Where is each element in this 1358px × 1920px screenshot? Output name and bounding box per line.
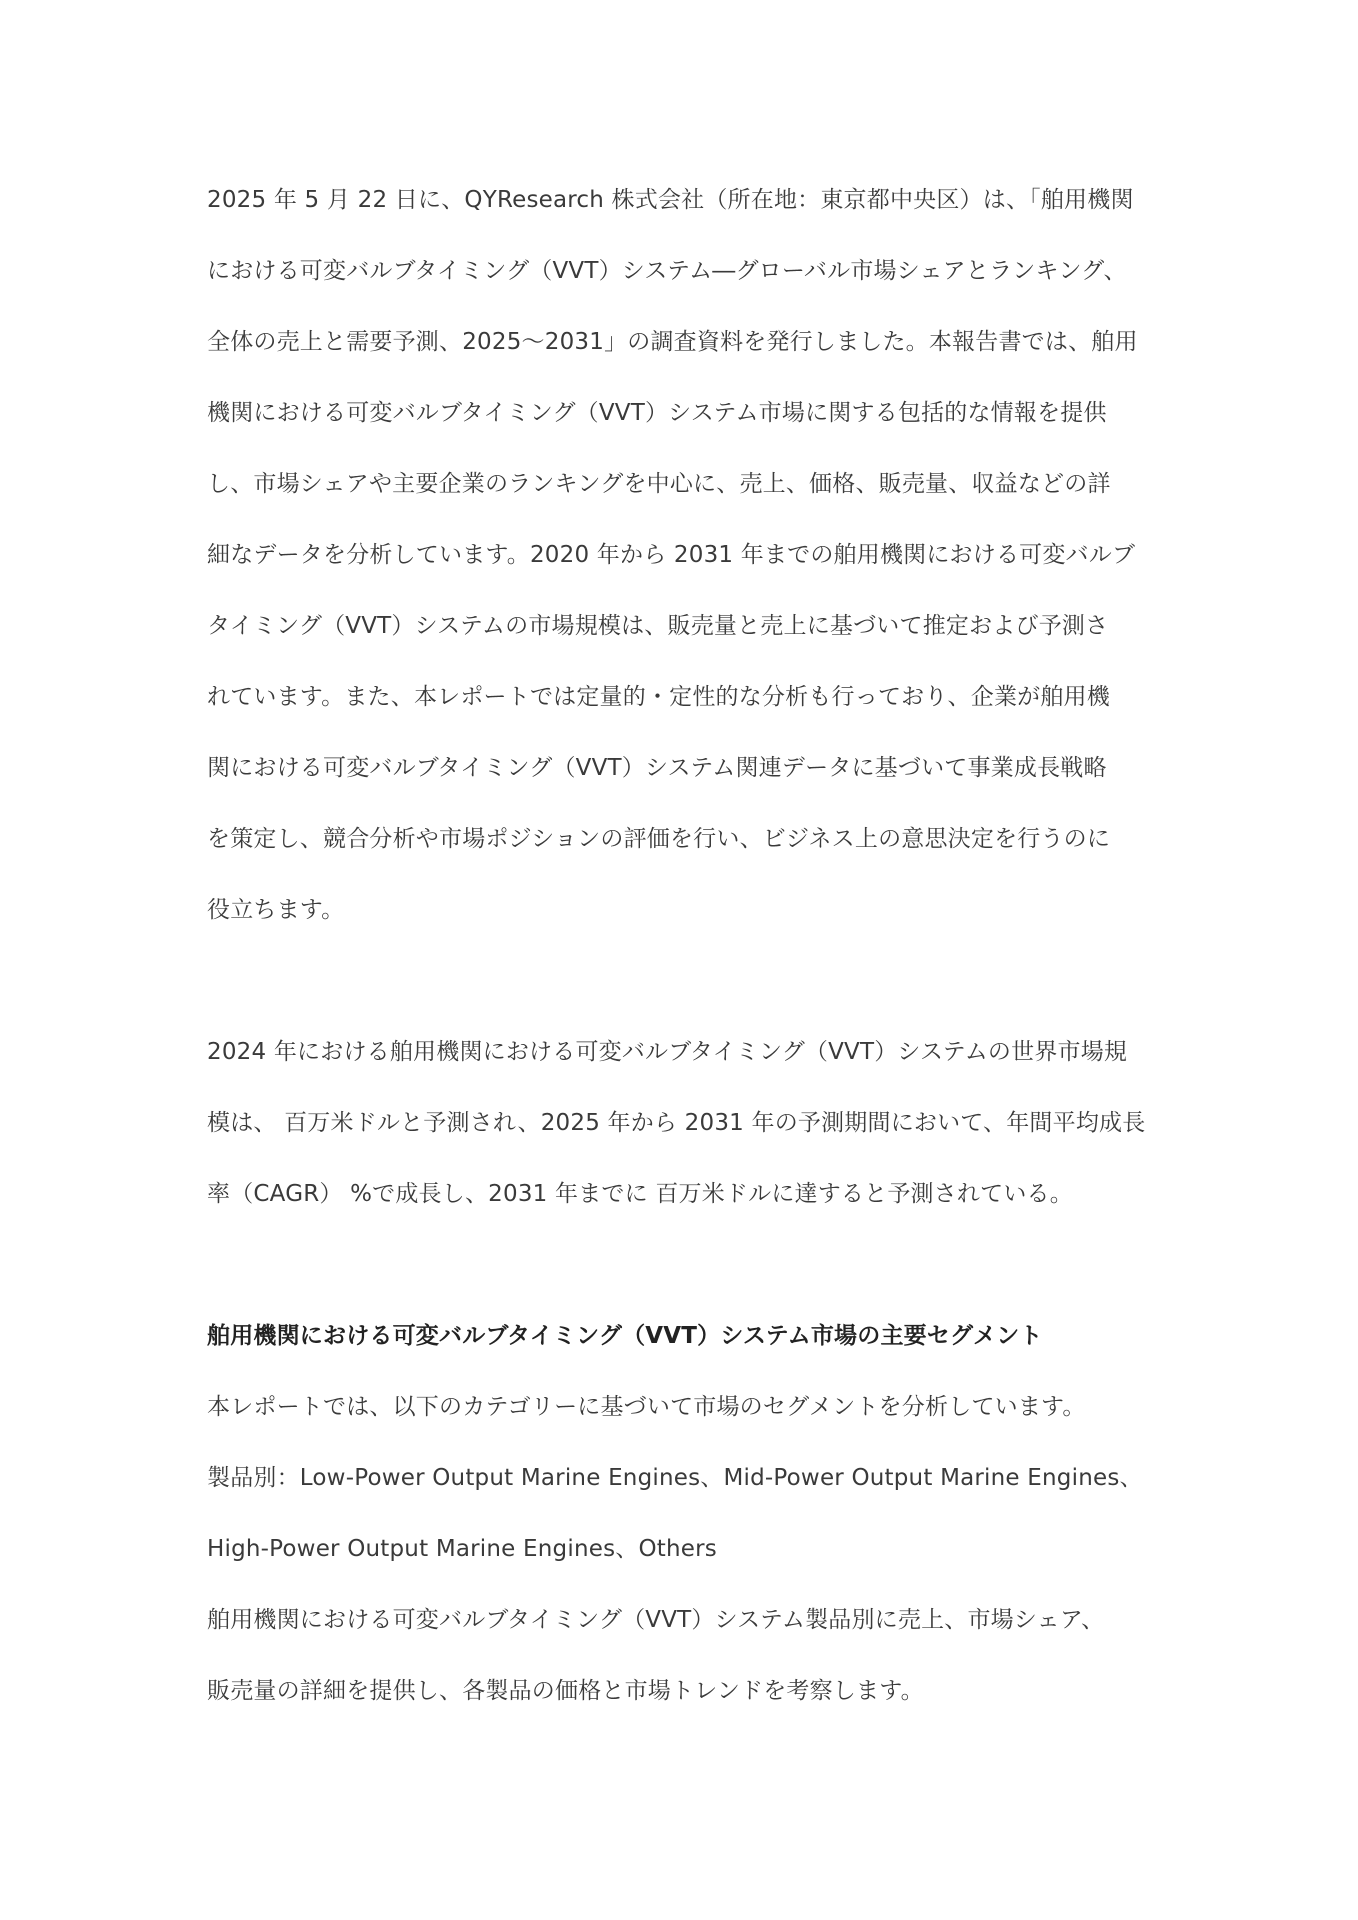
- paragraph1-line: れています。また、本レポートでは定量的・定性的な分析も行っており、企業が舶用機: [207, 684, 1110, 710]
- paragraph1-line: における可変バルブタイミング（VVT）システム―グローバル市場シェアとランキング、: [207, 258, 1127, 284]
- paragraph1-line: 全体の売上と需要予測、2025～2031」の調査資料を発行しました。本報告書では、舶用: [207, 329, 1138, 355]
- paragraph2-line: 模は、 百万米ドルと予測され、2025 年から 2031 年の予測期間において、年間平均成長: [207, 1110, 1146, 1136]
- product-note-line: 販売量の詳細を提供し、各製品の価格と市場トレンドを考察します。: [207, 1678, 924, 1704]
- paragraph1-line: 機関における可変バルブタイミング（VVT）システム市場に関する包括的な情報を提供: [207, 400, 1107, 426]
- paragraph1-line: し、市場シェアや主要企業のランキングを中心に、売上、価格、販売量、収益などの詳: [207, 471, 1111, 497]
- section-heading: 舶用機関における可変バルブタイミング（VVT）システム市場の主要セグメント: [207, 1323, 1043, 1349]
- section-intro: 本レポートでは、以下のカテゴリーに基づいて市場のセグメントを分析しています。: [207, 1394, 1086, 1420]
- paragraph1-line: 2025 年 5 月 22 日に、QYResearch 株式会社（所在地：東京都中央区）は、「舶用機関: [207, 187, 1134, 213]
- paragraph2-line: 率（CAGR） %で成長し、2031 年までに 百万米ドルに達すると予測されている。: [207, 1181, 1073, 1207]
- paragraph1-line: を策定し、競合分析や市場ポジションの評価を行い、ビジネス上の意思決定を行うのに: [207, 826, 1111, 852]
- product-segment-line: High-Power Output Marine Engines、Others: [207, 1536, 717, 1562]
- product-note-line: 舶用機関における可変バルブタイミング（VVT）システム製品別に売上、市場シェア、: [207, 1607, 1105, 1633]
- product-segment-line: 製品別：Low-Power Output Marine Engines、Mid-Power Output Marine Engines、: [207, 1465, 1143, 1491]
- paragraph1-line: 役立ちます。: [207, 897, 345, 923]
- paragraph1-line: タイミング（VVT）システムの市場規模は、販売量と売上に基づいて推定および予測さ: [207, 613, 1109, 639]
- paragraph1-line: 関における可変バルブタイミング（VVT）システム関連データに基づいて事業成長戦略: [207, 755, 1107, 781]
- paragraph2-line: 2024 年における舶用機関における可変バルブタイミング（VVT）システムの世界市場規: [207, 1039, 1128, 1065]
- paragraph1-line: 細なデータを分析しています。2020 年から 2031 年までの舶用機関における可変バルブ: [207, 542, 1136, 568]
